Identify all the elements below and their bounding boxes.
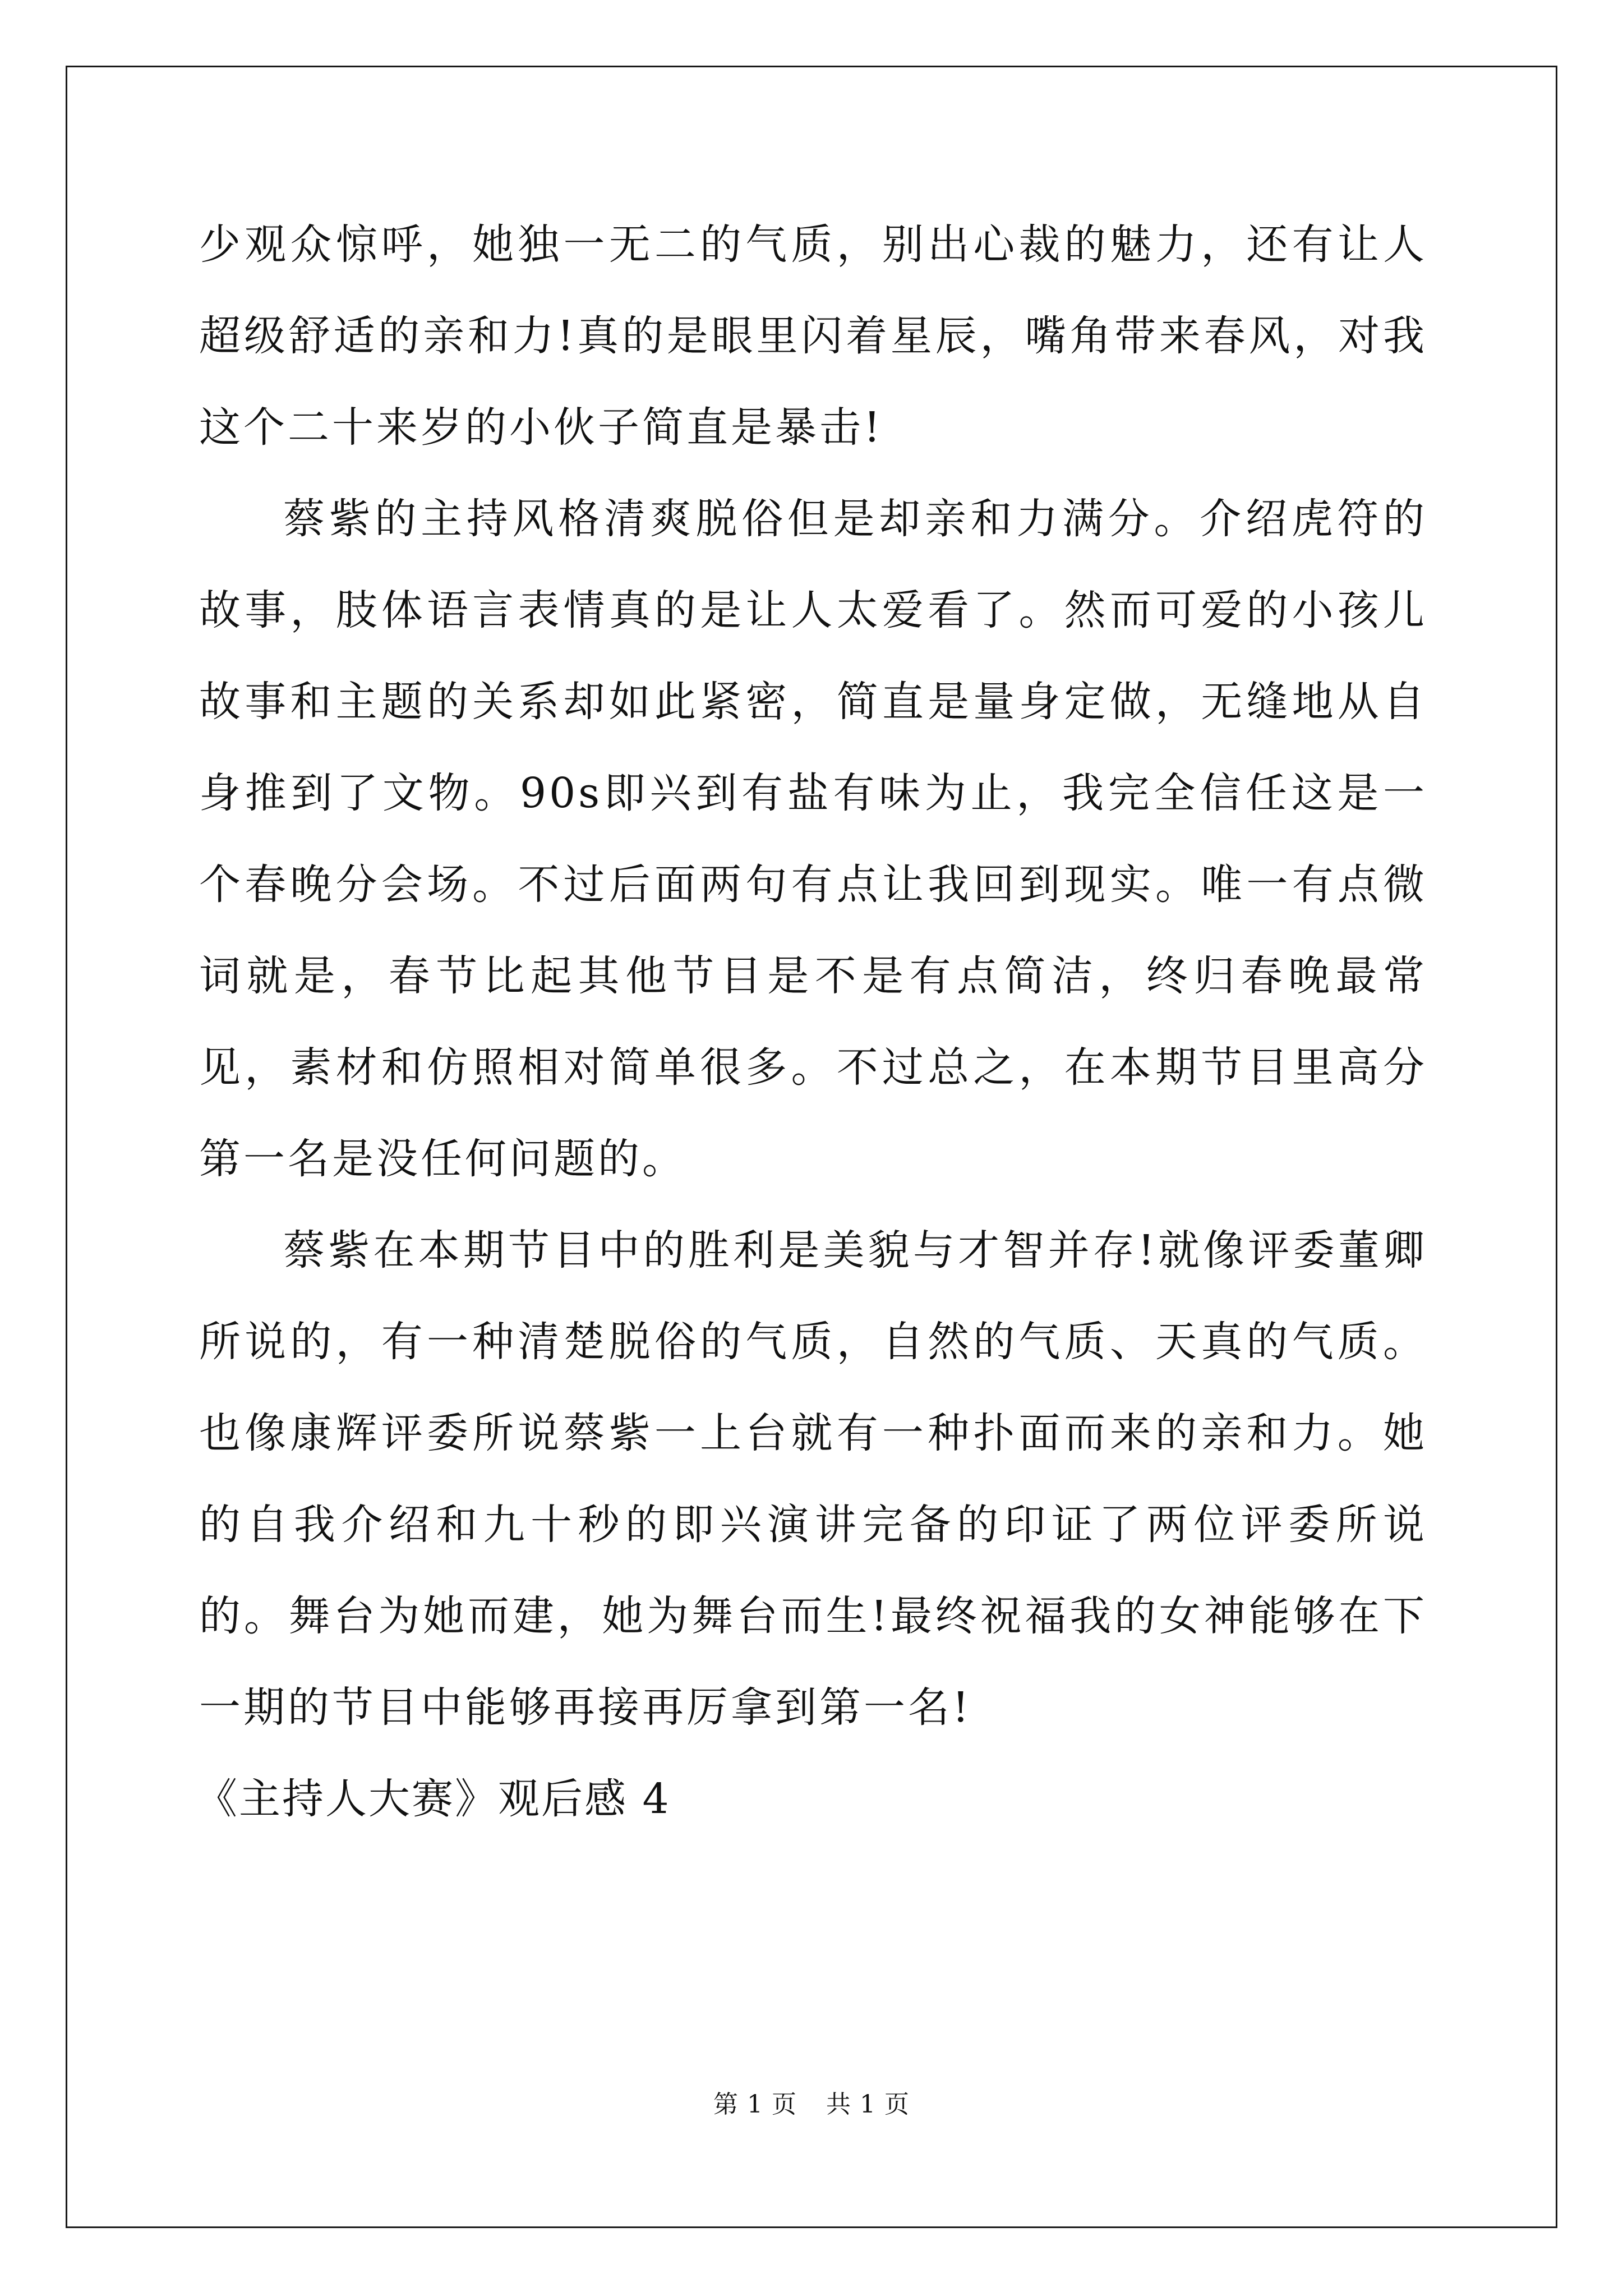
page-number-current: 第 1 页 [713,2090,797,2119]
document-body [196,199,1427,1845]
paragraph-1: 少观众惊呼，她独一无二的气质，别出心裁的魅力，还有让人超级舒适的亲和力!真的是眼里闪着星辰，嘴角带来春风，对我这个二十来岁的小伙子简直是暴击! [199,220,1427,452]
section-heading: 《主持人大赛》观后感 4 [196,1775,671,1823]
page-footer [0,2088,1623,2122]
paragraph-3: 蔡紫在本期节目中的胜利是美貌与才智并存!就像评委董卿所说的，有一种清楚脱俗的气质，自然的气质、天真的气质。也像康辉评委所说蔡紫一上台就有一种扑面而来的亲和力。她的自我介绍和九十秒的即兴演讲完备的印证了两位评委所说的。舞台为她而建，她为舞台而生!最终祝福我的女神能够在下一期的节目中能够再接再厉拿到第一名! [199,1226,1427,1732]
paragraph-2: 蔡紫的主持风格清爽脱俗但是却亲和力满分。介绍虎符的故事，肢体语言表情真的是让人太爱看了。然而可爱的小孩儿故事和主题的关系却如此紧密，简直是量身定做，无缝地从自身推到了文物。90s即兴到有盐有味为止，我完全信任这是一个春晚分会场。不过后面两句有点让我回到现实。唯一有点微词就是，春节比起其他节目是不是有点简洁，终归春晚最常见，素材和仿照相对简单很多。不过总之，在本期节目里高分第一名是没任何问题的。 [199,495,1427,1183]
page-number-total: 共 1 页 [826,2090,910,2119]
